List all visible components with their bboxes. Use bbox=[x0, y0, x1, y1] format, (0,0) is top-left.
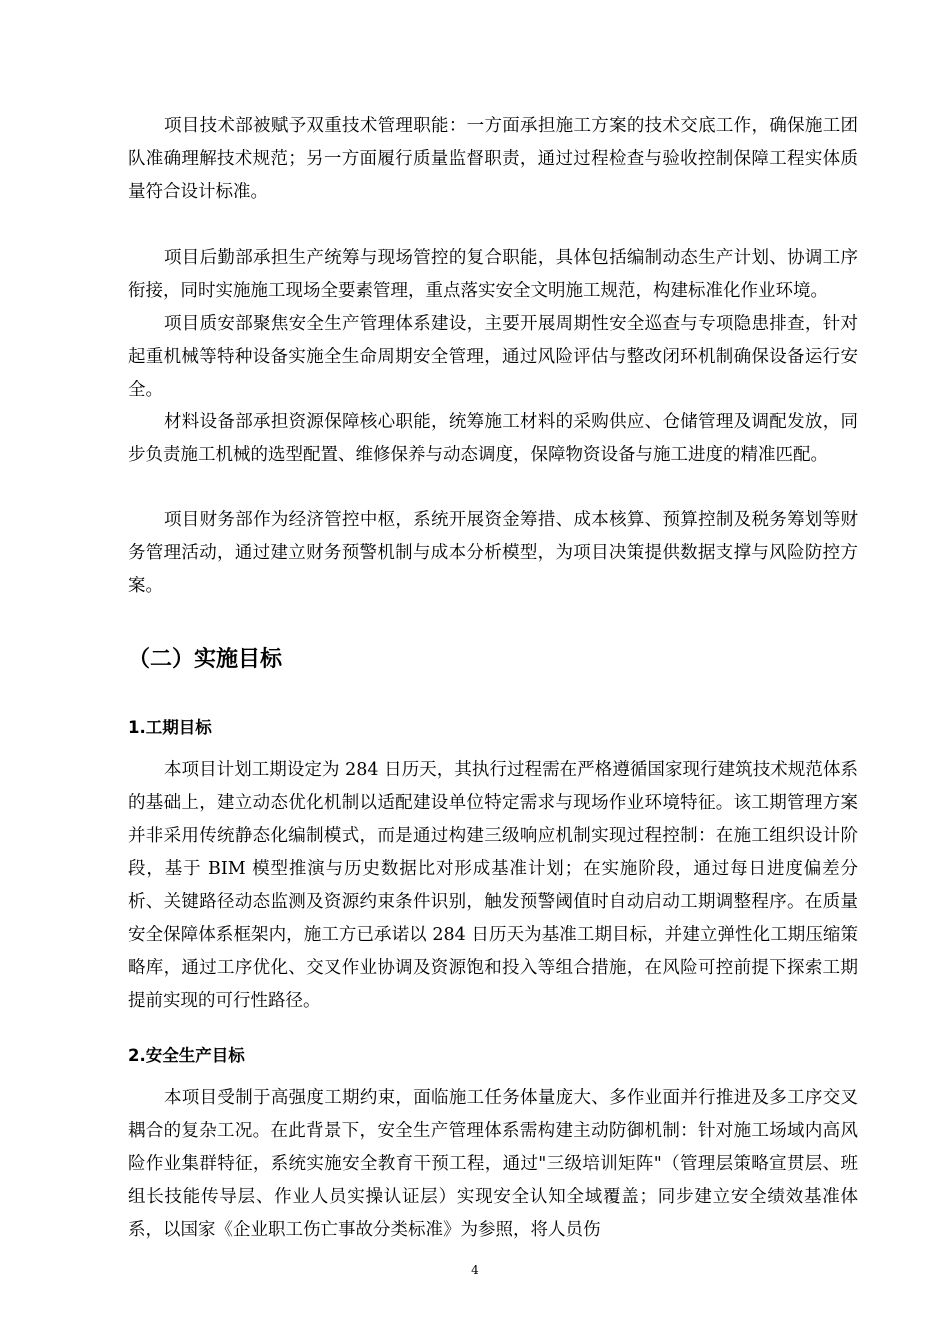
paragraph-schedule-target: 本项目计划工期设定为 284 日历天，其执行过程需在严格遵循国家现行建筑技术规范体系的基础上，建立动态优化机制以适配建设单位特定需求与现场作业环境特征。该工期管理方案并非采用传统静态化编制模式，而是通过构建三级响应机制实现过程控制：在施工组织设计阶段，基于 BIM 模型推演与历史数据比对形成基准计划；在实施阶段，通过每日进度偏差分析、关键路径动态监测及资源约束条件识别，触发预警阈值时自动启动工期调整程序。在质量安全保障体系框架内，施工方已承诺以 284 日历天为基准工期目标，并建立弹性化工期压缩策略库，通过工序优化、交叉作业协调及资源饱和投入等组合措施，在风险可控前提下探索工期提前实现的可行性路径。 bbox=[128, 760, 858, 1011]
paragraph-logistics-dept: 项目后勤部承担生产统筹与现场管控的复合职能，具体包括编制动态生产计划、协调工序衔接，同时实施施工现场全要素管理，重点落实安全文明施工规范，构建标准化作业环境。 bbox=[128, 248, 858, 301]
page-number: 4 bbox=[471, 1263, 479, 1277]
paragraph-technical-dept: 项目技术部被赋予双重技术管理职能：一方面承担施工方案的技术交底工作，确保施工团队准确理解技术规范；另一方面履行质量监督职责，通过过程检查与验收控制保障工程实体质量符合设计标准。 bbox=[128, 116, 858, 202]
paragraph-quality-safety-dept: 项目质安部聚焦安全生产管理体系建设，主要开展周期性安全巡查与专项隐患排查，针对起重机械等特种设备实施全生命周期安全管理，通过风险评估与整改闭环机制确保设备运行安全。 bbox=[128, 314, 858, 400]
paragraph-safety-target: 本项目受制于高强度工期约束，面临施工任务体量庞大、多作业面并行推进及多工序交叉耦合的复杂工况。在此背景下，安全生产管理体系需构建主动防御机制：针对施工场域内高风险作业集群特征，系统实施安全教育干预工程，通过"三级培训矩阵"（管理层策略宣贯层、班组长技能传导层、作业人员实操认证层）实现安全认知全域覆盖；同步建立安全绩效基准体系，以国家《企业职工伤亡事故分类标准》为参照，将人员伤 bbox=[128, 1088, 858, 1240]
section-heading: （二）实施目标 bbox=[128, 647, 283, 672]
subsection-heading-safety: 2.安全生产目标 bbox=[128, 1046, 245, 1065]
paragraph-finance-dept: 项目财务部作为经济管控中枢，系统开展资金筹措、成本核算、预算控制及税务筹划等财务管理活动，通过建立财务预警机制与成本分析模型，为项目决策提供数据支撑与风险防控方案。 bbox=[128, 510, 858, 596]
paragraph-materials-dept: 材料设备部承担资源保障核心职能，统筹施工材料的采购供应、仓储管理及调配发放，同步负责施工机械的选型配置、维修保养与动态调度，保障物资设备与施工进度的精准匹配。 bbox=[128, 412, 858, 465]
subsection-heading-schedule: 1.工期目标 bbox=[128, 718, 212, 737]
